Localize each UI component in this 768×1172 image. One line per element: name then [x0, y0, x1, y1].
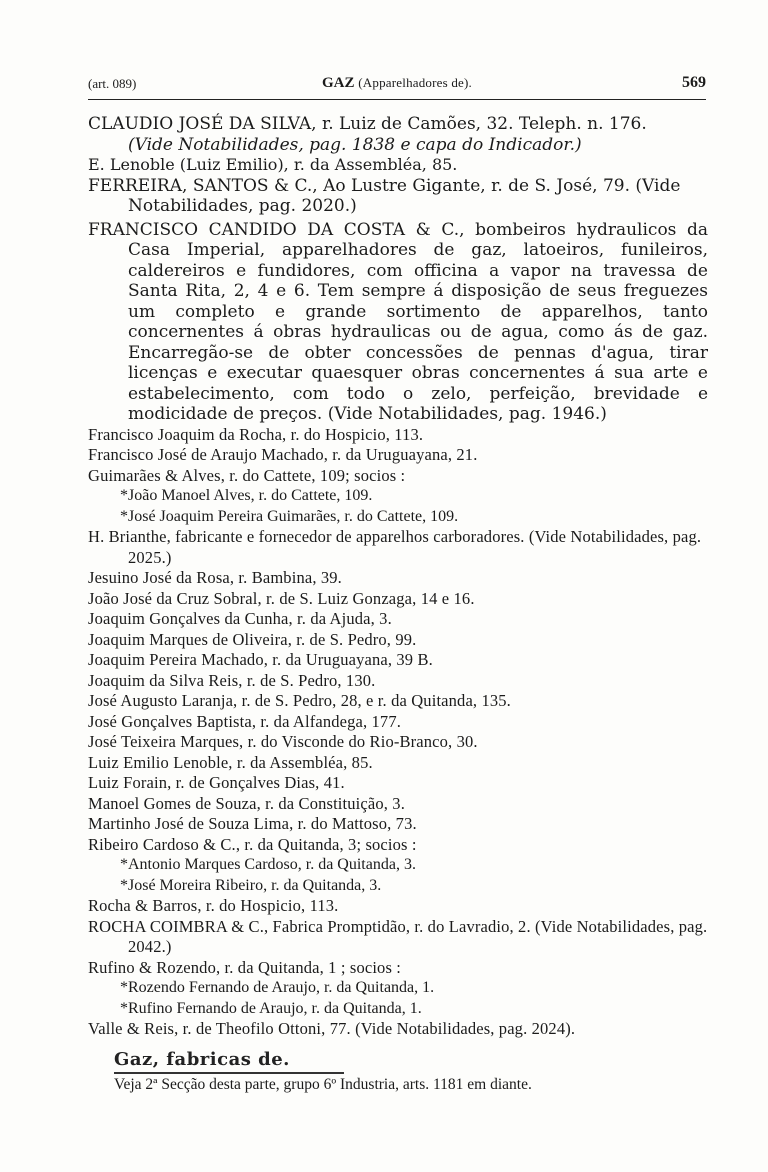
- header-title-main: GAZ: [322, 75, 355, 91]
- member-joao-manoel-alves: *João Manoel Alves, r. do Cattete, 109.: [120, 487, 373, 504]
- entry-manoel-gomes-de-souza: Manoel Gomes de Souza, r. da Constituição, 3.: [88, 793, 405, 813]
- section-underline: [114, 1072, 344, 1074]
- member-rozendo-fernando-de-araujo: *Rozendo Fernando de Araujo, r. da Quitanda, 1.: [120, 979, 435, 996]
- entry-joaquim-pereira-machado: Joaquim Pereira Machado, r. da Uruguayana, 39 B.: [88, 650, 433, 669]
- header-title-sub: (Apparelhadores de).: [358, 75, 472, 90]
- section-heading: Gaz, fabricas de.: [114, 1049, 290, 1070]
- header-article-ref: (art. 089): [88, 76, 137, 91]
- entries-list: [88, 114, 708, 1040]
- entry-guimaraes-alves: Guimarães & Alves, r. do Cattete, 109; socios :: [88, 465, 406, 485]
- entry-rocha-barros: Rocha & Barros, r. do Hospicio, 113.: [88, 896, 339, 915]
- entry-claudio-jose-da-silva: [88, 114, 708, 155]
- entry-joao-jose-da-cruz-sobral: João José da Cruz Sobral, r. de S. Luiz Gonzaga, 14 e 16.: [88, 588, 475, 608]
- entry-h-brianthe: H. Brianthe, fabricante e fornecedor de apparelhos carboradores. (Vide Notabilidades, pag. 2025.): [88, 527, 702, 567]
- section-cross-reference: Veja 2ª Secção desta parte, grupo 6º Industria, arts. 1181 em diante.: [114, 1076, 532, 1093]
- entry-joaquim-da-silva-reis: Joaquim da Silva Reis, r. de S. Pedro, 130.: [88, 670, 376, 690]
- member-jose-moreira-ribeiro: *José Moreira Ribeiro, r. da Quitanda, 3.: [120, 876, 382, 894]
- entry-joaquim-marques-de-oliveira: Joaquim Marques de Oliveira, r. de S. Pedro, 99.: [88, 629, 417, 649]
- entry-francisco-joaquim-da-rocha: Francisco Joaquim da Rocha, r. do Hospicio, 113.: [88, 424, 424, 444]
- page-header: [88, 74, 706, 100]
- entry-joaquim-goncalves-da-cunha: Joaquim Gonçalves da Cunha, r. da Ajuda, 3.: [88, 609, 392, 628]
- header-title: [88, 75, 706, 92]
- entry-francisco-candido-da-costa: FRANCISCO CANDIDO DA COSTA & C., bombeiros hydraulicos da Casa Imperial, apparelhadores de gaz, latoeiros, funileiros, caldereiros e fundidores, com officina a vapor na travessa de Santa Rita, 2, 4 e 6. Tem sempre á disposição de seus freguezes um completo e grande sortimento de apparelhos, tanto concernentes á obras hydraulicas ou de agua, como ás de gaz. Encarregão-se de obter concessões de pennas d'agua, tirar licenças e executar quaesquer obras concernentes á sua arte e estabelecimento, com todo o zelo, perfeição, brevidade e modicidade de preços. (Vide Notabilidades, pag. 1946.): [88, 219, 708, 424]
- member-rufino-fernando-de-araujo: *Rufino Fernando de Araujo, r. da Quitanda, 1.: [120, 999, 422, 1017]
- entry-jose-goncalves-baptista: José Gonçalves Baptista, r. da Alfandega, 177.: [88, 711, 401, 731]
- member-jose-joaquim-pereira-guimaraes: *José Joaquim Pereira Guimarães, r. do Cattete, 109.: [120, 507, 459, 525]
- entry-francisco-jose-de-araujo-machado: Francisco José de Araujo Machado, r. da Uruguayana, 21.: [88, 445, 478, 464]
- entry-martinho-jose-de-souza-lima: Martinho José de Souza Lima, r. do Mattoso, 73.: [88, 814, 417, 833]
- entry-rufino-rozendo: Rufino & Rozendo, r. da Quitanda, 1 ; socios :: [88, 957, 402, 977]
- page-number: 569: [682, 74, 706, 91]
- entry-jesuino-jose-da-rosa: Jesuino José da Rosa, r. Bambina, 39.: [88, 568, 342, 587]
- member-antonio-marques-cardoso: *Antonio Marques Cardoso, r. da Quitanda, 3.: [120, 856, 416, 873]
- entry-ferreira-santos: FERREIRA, SANTOS & C., Ao Lustre Gigante, r. de S. José, 79. (Vide Notabilidades, pag. 2020.): [88, 175, 681, 216]
- entry-jose-augusto-laranja: José Augusto Laranja, r. de S. Pedro, 28, e r. da Quitanda, 135.: [88, 691, 511, 710]
- entry-luiz-forain: Luiz Forain, r. de Gonçalves Dias, 41.: [88, 773, 345, 792]
- entry-ribeiro-cardoso: Ribeiro Cardoso & C., r. da Quitanda, 3; socios :: [88, 834, 417, 854]
- entry-rocha-coimbra: ROCHA COIMBRA & C., Fabrica Promptidão, r. do Lavradio, 2. (Vide Notabilidades, pag. 2042.): [88, 916, 708, 956]
- entry-valle-reis: Valle & Reis, r. de Theofilo Ottoni, 77. (Vide Notabilidades, pag. 2024).: [88, 1019, 576, 1038]
- entry-reference: (Vide Notabilidades, pag. 1838 e capa do Indicador.): [128, 134, 582, 155]
- entry-jose-teixeira-marques: José Teixeira Marques, r. do Visconde do Rio-Branco, 30.: [88, 732, 478, 751]
- header-rule: [88, 99, 706, 100]
- entry-main-text: CLAUDIO JOSÉ DA SILVA, r. Luiz de Camões, 32. Teleph. n. 176.: [88, 114, 647, 134]
- entry-luiz-emilio-lenoble: Luiz Emilio Lenoble, r. da Assembléa, 85.: [88, 752, 373, 772]
- entry-e-lenoble: E. Lenoble (Luiz Emilio), r. da Assembléa, 85.: [88, 155, 458, 174]
